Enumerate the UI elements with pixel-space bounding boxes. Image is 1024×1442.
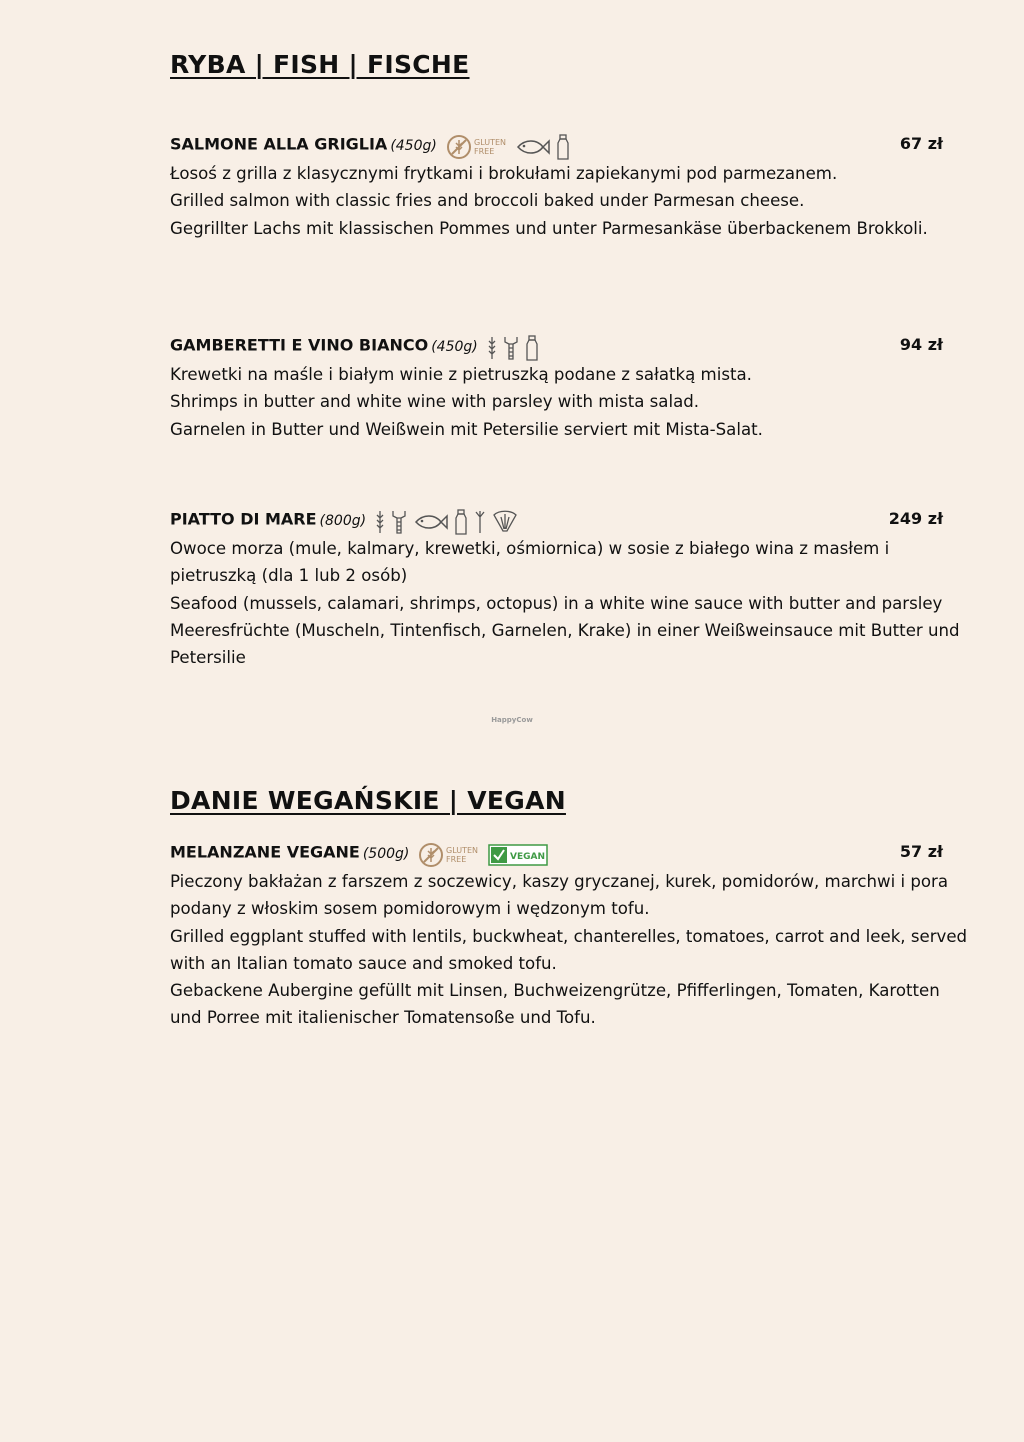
description-line-pl: Pieczony bakłażan z farszem z soczewicy, kaszy gryczanej, kurek, pomidorów, marchwi i pora (170, 872, 949, 891)
item-header (170, 134, 985, 160)
item-header (170, 509, 985, 535)
item-price: 249 zł (888, 509, 943, 528)
vegan-icon (488, 843, 548, 867)
description-line-pl: Owoce morza (mule, kalmary, krewetki, ośmiornica) w sosie z białego wina z masłem i (170, 539, 890, 558)
description-line-en-cont: with an Italian tomato sauce and smoked tofu. (170, 953, 557, 973)
crustacean-icon (390, 509, 408, 535)
gluten-free-icon (418, 842, 482, 868)
item-description (170, 160, 985, 242)
description-line-de: Garnelen in Butter und Weißwein mit Petersilie serviert mit Mista-Salat. (170, 419, 763, 439)
item-weight: (450g) (390, 137, 437, 154)
description-line-de: Gebackene Aubergine gefüllt mit Linsen, Buchweizengrütze, Pfifferlingen, Tomaten, Karotten (170, 981, 940, 1001)
allergen-icons (487, 335, 539, 361)
section-title-vegan: DANIE WEGAŃSKIE | VEGAN (170, 786, 566, 815)
description-line-en: Seafood (mussels, calamari, shrimps, octopus) in a white wine sauce with butter and parsley (170, 593, 943, 613)
menu-item-melanzane (170, 842, 985, 1032)
description-line-en: Shrimps in butter and white wine with parsley with mista salad. (170, 392, 700, 412)
vegan-label: VEGAN (509, 852, 545, 862)
item-weight: (800g) (319, 512, 367, 529)
gluten-icon (487, 335, 497, 361)
crustacean-icon (502, 335, 520, 361)
gluten-free-label: FREE (473, 147, 495, 156)
description-line-de: Meeresfrüchte (Muscheln, Tintenfisch, Garnelen, Krake) in einer Weißweinsauce mit Butter und (170, 620, 960, 640)
description-line-de: Gegrillter Lachs mit klassischen Pommes und unter Parmesankäse überbackenem Brokkoli. (170, 218, 928, 238)
description-line-de-cont: und Porree mit italienischer Tomatensoße und Tofu. (170, 1008, 596, 1028)
item-price: 67 zł (899, 134, 943, 153)
item-description (170, 361, 985, 443)
item-name: SALMONE ALLA GRIGLIA (170, 134, 388, 154)
description-line-de-cont: Petersilie (170, 648, 246, 668)
section-title-fish: RYBA | FISH | FISCHE (170, 50, 470, 79)
milk-icon (556, 134, 570, 160)
item-name: PIATTO DI MARE (170, 509, 317, 529)
mollusc-icon (491, 509, 519, 535)
gluten-free-label: FREE (446, 855, 467, 864)
allergen-icons (446, 134, 570, 160)
description-line-en: Grilled eggplant stuffed with lentils, buckwheat, chanterelles, tomatoes, carrot and leek, served (170, 926, 968, 946)
description-line-pl: Krewetki na maśle i białym winie z pietruszką podane z sałatką mista. (170, 365, 752, 384)
menu-item-gamberetti (170, 335, 985, 443)
description-line-pl-cont: pietruszką (dla 1 lub 2 osób) (170, 566, 408, 586)
fish-icon (515, 137, 551, 157)
happycow-watermark: HappyCow (491, 716, 533, 724)
gluten-free-label: GLUTEN (473, 138, 506, 147)
gluten-free-label: GLUTEN (446, 846, 479, 855)
item-weight: (450g) (431, 338, 478, 355)
menu-item-salmone (170, 134, 985, 242)
description-line-pl-cont: podany z włoskim sosem pomidorowym i wędzonym tofu. (170, 899, 650, 919)
item-name: GAMBERETTI E VINO BIANCO (170, 335, 429, 355)
menu-item-piatto-di-mare (170, 509, 985, 671)
milk-icon (454, 509, 468, 535)
gluten-icon (375, 509, 385, 535)
description-line-pl: Łosoś z grilla z klasycznymi frytkami i brokułami zapiekanymi pod parmezanem. (170, 164, 838, 183)
item-weight: (500g) (362, 845, 410, 862)
celery-icon (474, 509, 486, 535)
milk-icon (525, 335, 539, 361)
description-line-en: Grilled salmon with classic fries and broccoli baked under Parmesan cheese. (170, 191, 805, 211)
allergen-icons (418, 842, 547, 868)
item-description (170, 868, 985, 1032)
item-price: 94 zł (899, 335, 943, 354)
allergen-icons (375, 509, 518, 535)
item-name: MELANZANE VEGANE (170, 842, 360, 862)
item-price: 57 zł (899, 842, 943, 861)
item-header (170, 842, 985, 868)
fish-icon (413, 512, 449, 532)
item-description (170, 535, 985, 671)
gluten-free-icon (446, 134, 510, 160)
item-header (170, 335, 985, 361)
